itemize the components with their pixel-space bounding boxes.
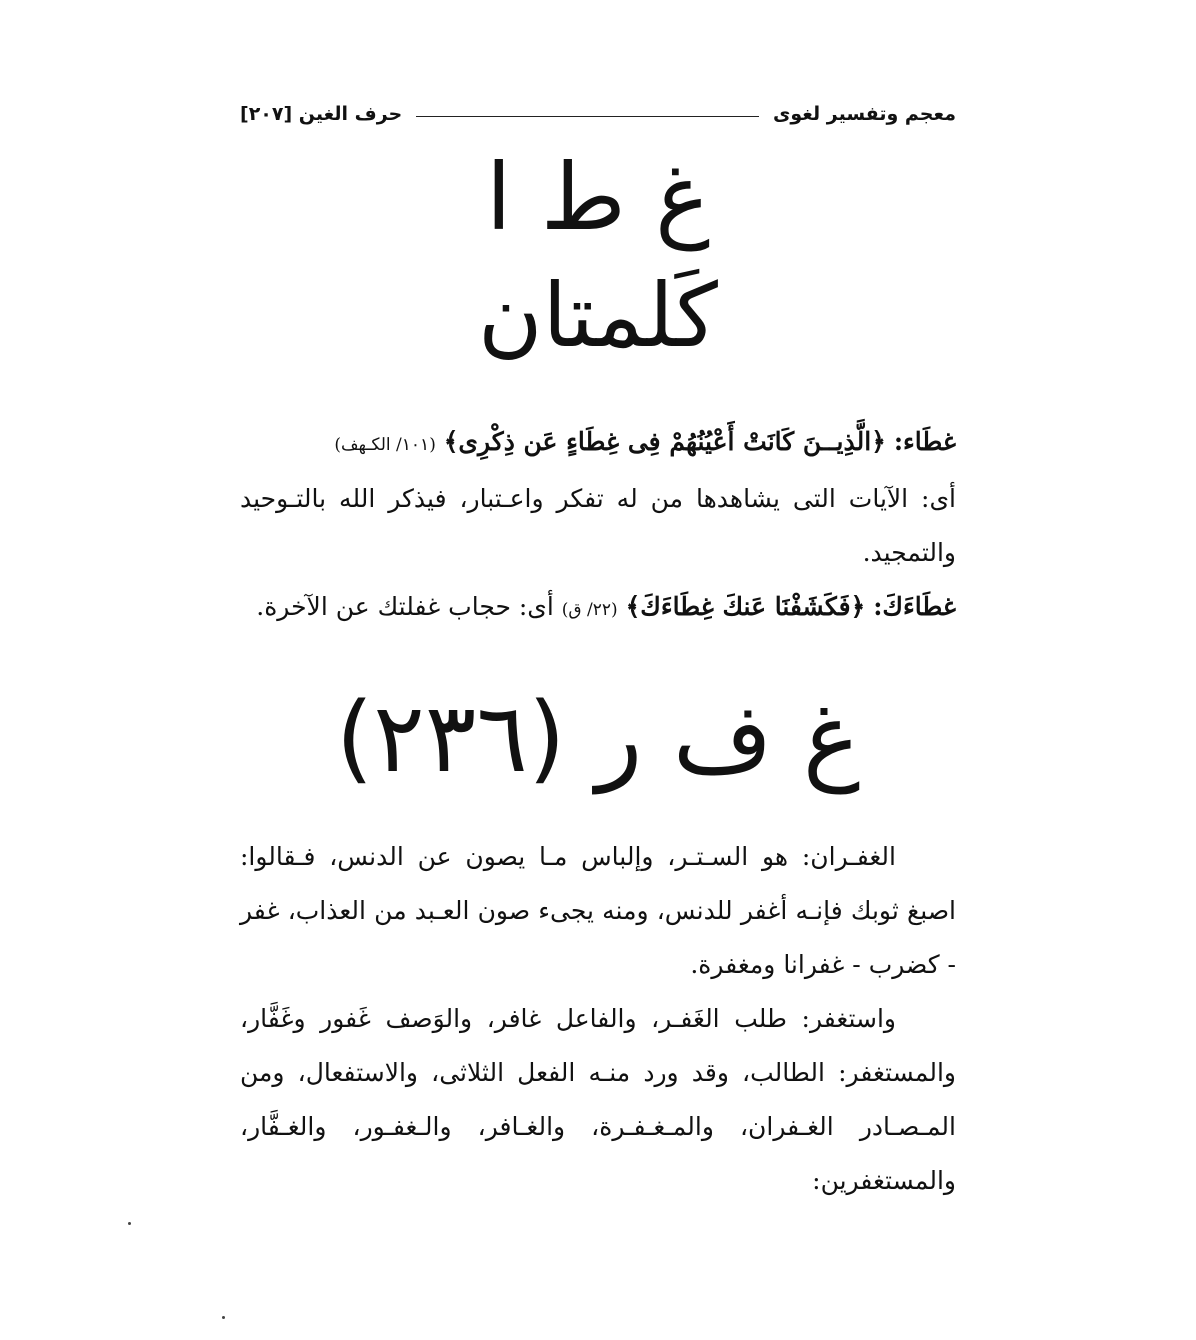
quran-verse-2: ﴿فَكَشَفْنَا عَنكَ غِطَاءَكَ﴾ [625, 592, 866, 621]
running-header [240, 96, 956, 132]
entry-2-body [240, 830, 956, 1208]
book-title: معجم وتفسير لغوى [772, 103, 956, 125]
entry-1-line-2 [240, 580, 956, 637]
header-rule [416, 116, 759, 117]
verse-reference: (١٠١/ الكـهف) [334, 435, 436, 455]
scan-speck [128, 1222, 131, 1225]
section-label: حرف الغين [٢٠٧] [240, 103, 403, 125]
root-heading-2: غ ف ر (٢٣٦) [335, 682, 861, 794]
entry-1-explanation: أى: الآيات التى يشاهدها من له تفكر واعـتبار، فيذكر الله بالتـوحيد والتمجيد. [240, 484, 956, 567]
quran-verse: ﴿الَّذِيــنَ كَانَتْ أَعْيُنُهُمْ فِى غِطَاءٍ عَن ذِكْرِى﴾ [443, 427, 886, 456]
entry-2-paragraph-2: واستغفر: طلب الغَفـر، والفاعل غافر، والوَصف غَفور وغَفَّار، والمستغفر: الطالب، وقد ورد منـه الفعل الثلاثى، والاستفعال، ومن المـصـادر الغـفران، والمـغـفـرة، والغـافر، والـغفـور، والغـفَّار، والمستغفرين: [240, 1004, 956, 1195]
entry-1-body [240, 415, 956, 637]
entry-term: غطَاء: [893, 427, 956, 456]
root-heading-1: غ ط ا [485, 144, 711, 251]
entry-1-line [240, 415, 956, 472]
entry-term-2: غطَاءَكَ: [873, 592, 956, 621]
entry-explanation-2: أى: حجاب غفلتك عن الآخرة. [256, 592, 554, 621]
scan-speck [222, 1316, 225, 1319]
verse-reference-2: (٢٢/ ق) [561, 600, 618, 620]
entry-2-paragraph-1: الغفـران: هو السـتـر، وإلباس مـا يصون عن الدنس، فـقالوا: اصبغ ثوبك فإنـه أغفر للدنس، ومنه يجىء صون العـبد من العذاب، غفر - كضرب - غفرانا ومغفرة. [240, 842, 956, 979]
root-subtitle-1: كَلمتان [478, 264, 718, 367]
